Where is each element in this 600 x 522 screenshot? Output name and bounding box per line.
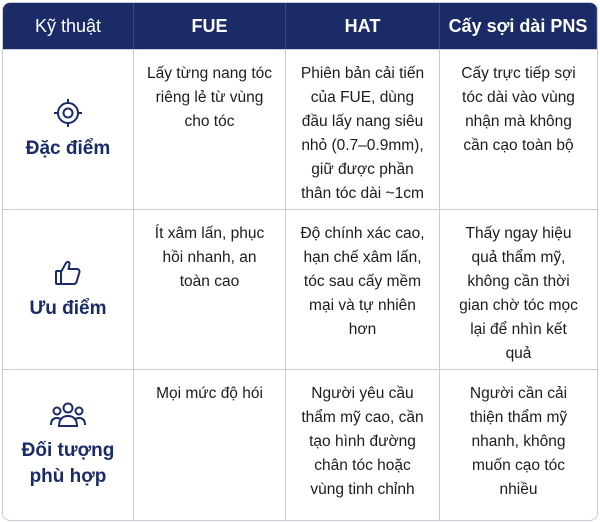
header-pns: Cấy sợi dài PNS [440,3,597,49]
cell-text: Người cần cải thiện thẩm mỹ nhanh, không muốn cạo tóc nhiều [469,385,568,498]
cell-pns-dacdiem [440,49,597,209]
header-fue: FUE [134,3,286,49]
cell-pns-uudiem [440,209,597,369]
cell-text: Người yêu cầu thẩm mỹ cao, cần tạo hình đường chân tóc hoặc vùng tinh chỉnh [301,385,424,498]
cell-hat-dacdiem [286,49,440,209]
group-icon [50,400,86,430]
header-kythuat: Kỹ thuật [3,3,134,49]
cell-text: Thấy ngay hiệu quả thẩm mỹ, không cần thời gian chờ tóc mọc lại để nhìn kết quả [459,225,578,362]
cell-text: Lấy từng nang tóc riêng lẻ từ vùng cho tóc [147,65,272,130]
cell-fue-dacdiem [134,49,286,209]
row-label: Đối tượng phù hợp [21,440,115,487]
cell-pns-doituong [440,369,597,520]
cell-hat-uudiem [286,209,440,369]
row-doituong-header [3,369,134,520]
cell-text: Ít xâm lấn, phục hồi nhanh, an toàn cao [154,225,265,290]
comparison-table [2,2,598,521]
row-label: Đặc điểm [25,137,111,159]
thumbs-up-icon [53,258,83,288]
header-hat: HAT [286,3,440,49]
target-icon [53,98,83,128]
cell-fue-uudiem [134,209,286,369]
cell-fue-doituong [134,369,286,520]
cell-text: Cấy trực tiếp sợi tóc dài vào vùng nhận mà không cần cạo toàn bộ [461,65,576,154]
cell-text: Phiên bản cải tiến của FUE, dùng đầu lấy nang siêu nhỏ (0.7–0.9mm), giữ được phần thân tóc dài ~1cm [300,65,425,202]
row-uudiem-header [3,209,134,369]
cell-hat-doituong [286,369,440,520]
cell-text: Mọi mức độ hói [156,385,263,402]
row-label: Ưu điểm [29,297,107,319]
cell-text: Độ chính xác cao, hạn chế xâm lấn, tóc sau cấy mềm mại và tự nhiên hơn [300,225,425,338]
row-dacdiem-header [3,49,134,209]
